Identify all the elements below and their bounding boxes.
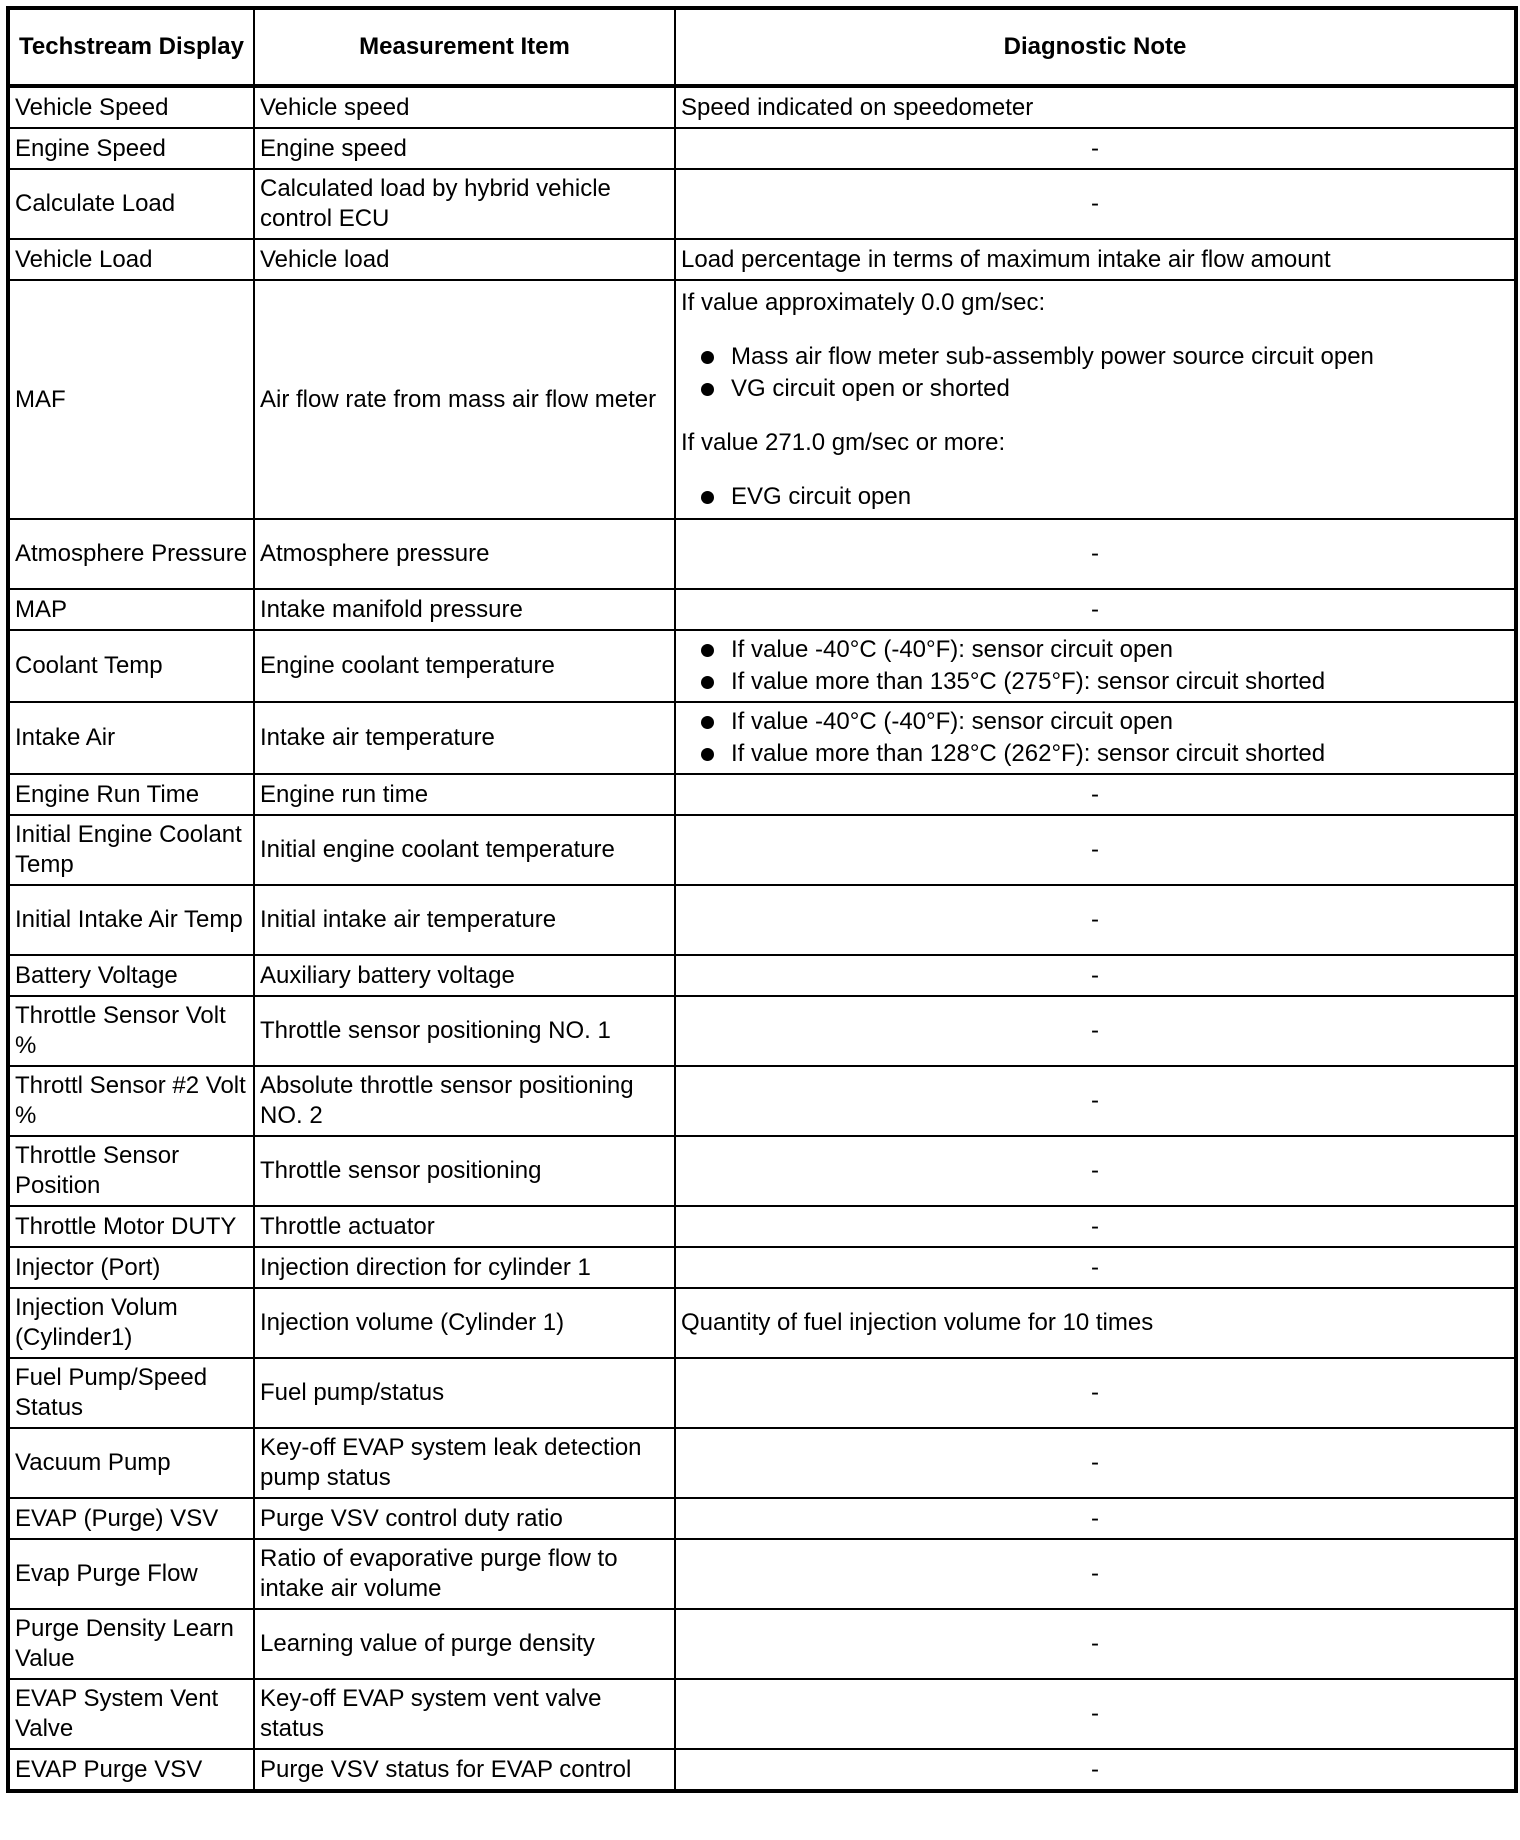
- maf-note-intro-1: If value approximately 0.0 gm/sec:: [681, 288, 1046, 316]
- table-row: [8, 955, 1516, 996]
- maf-note-block: [681, 287, 1509, 513]
- cell-display: Intake Air: [8, 702, 254, 774]
- cell-display: Vehicle Speed: [8, 86, 254, 128]
- header-row: [8, 8, 1516, 86]
- bullet-item: If value -40°C (-40°F): sensor circuit open: [681, 634, 1509, 666]
- cell-item: Engine run time: [254, 774, 675, 815]
- cell-item: Key-off EVAP system vent valve status: [254, 1679, 675, 1749]
- header-techstream-display: Techstream Display: [8, 8, 254, 86]
- bullet-item: If value -40°C (-40°F): sensor circuit open: [681, 706, 1509, 738]
- cell-note: Speed indicated on speedometer: [675, 86, 1516, 128]
- cell-display: Evap Purge Flow: [8, 1539, 254, 1609]
- cell-item: Learning value of purge density: [254, 1609, 675, 1679]
- diagnostic-table: [6, 6, 1518, 1793]
- cell-note: -: [675, 774, 1516, 815]
- coolant-note-bullets: [681, 634, 1509, 698]
- cell-display: MAP: [8, 589, 254, 630]
- cell-display: Throttl Sensor #2 Volt %: [8, 1066, 254, 1136]
- table-row-maf: [8, 280, 1516, 519]
- cell-item: Purge VSV status for EVAP control: [254, 1749, 675, 1791]
- cell-note: -: [675, 955, 1516, 996]
- cell-note: Load percentage in terms of maximum intake air flow amount: [675, 239, 1516, 280]
- table-row: [8, 1679, 1516, 1749]
- cell-note: -: [675, 1498, 1516, 1539]
- cell-item: Calculated load by hybrid vehicle control ECU: [254, 169, 675, 239]
- table-row: [8, 1066, 1516, 1136]
- cell-display: Coolant Temp: [8, 630, 254, 702]
- table-row: [8, 1539, 1516, 1609]
- cell-item: Key-off EVAP system leak detection pump status: [254, 1428, 675, 1498]
- cell-note: -: [675, 996, 1516, 1066]
- cell-note: -: [675, 1136, 1516, 1206]
- cell-note: -: [675, 1247, 1516, 1288]
- cell-display: Initial Engine Coolant Temp: [8, 815, 254, 885]
- cell-display: Vehicle Load: [8, 239, 254, 280]
- cell-display: Engine Speed: [8, 128, 254, 169]
- cell-display: EVAP System Vent Valve: [8, 1679, 254, 1749]
- table-row: [8, 86, 1516, 128]
- cell-display: Injector (Port): [8, 1247, 254, 1288]
- bullet-item: If value more than 128°C (262°F): sensor circuit shorted: [681, 738, 1509, 770]
- cell-item: Vehicle load: [254, 239, 675, 280]
- maf-note-bullets-2: [681, 481, 1509, 513]
- cell-note: -: [675, 589, 1516, 630]
- table-row: [8, 630, 1516, 702]
- cell-item: Initial intake air temperature: [254, 885, 675, 955]
- table-row: [8, 1498, 1516, 1539]
- bullet-item: EVG circuit open: [681, 481, 1509, 513]
- cell-note: -: [675, 1358, 1516, 1428]
- cell-note: [675, 280, 1516, 519]
- cell-note: -: [675, 1066, 1516, 1136]
- cell-item: Ratio of evaporative purge flow to intake air volume: [254, 1539, 675, 1609]
- bullet-item: VG circuit open or shorted: [681, 373, 1509, 405]
- table-row: [8, 128, 1516, 169]
- cell-display: Atmosphere Pressure: [8, 519, 254, 589]
- cell-display: MAF: [8, 280, 254, 519]
- cell-note: -: [675, 128, 1516, 169]
- cell-item: Intake manifold pressure: [254, 589, 675, 630]
- cell-note: -: [675, 519, 1516, 589]
- cell-note: -: [675, 169, 1516, 239]
- cell-item: Intake air temperature: [254, 702, 675, 774]
- cell-display: Purge Density Learn Value: [8, 1609, 254, 1679]
- cell-item: Throttle actuator: [254, 1206, 675, 1247]
- cell-item: Throttle sensor positioning: [254, 1136, 675, 1206]
- cell-item: Initial engine coolant temperature: [254, 815, 675, 885]
- table-row: [8, 519, 1516, 589]
- cell-display: Throttle Sensor Volt %: [8, 996, 254, 1066]
- cell-display: Injection Volum (Cylinder1): [8, 1288, 254, 1358]
- table-row: [8, 885, 1516, 955]
- cell-note: -: [675, 885, 1516, 955]
- cell-display: Fuel Pump/Speed Status: [8, 1358, 254, 1428]
- table-row: [8, 1136, 1516, 1206]
- cell-display: Initial Intake Air Temp: [8, 885, 254, 955]
- cell-note: Quantity of fuel injection volume for 10 times: [675, 1288, 1516, 1358]
- cell-display: Engine Run Time: [8, 774, 254, 815]
- table-row: [8, 1206, 1516, 1247]
- cell-item: Injection direction for cylinder 1: [254, 1247, 675, 1288]
- table-row: [8, 589, 1516, 630]
- cell-item: Absolute throttle sensor positioning NO. 2: [254, 1066, 675, 1136]
- table-row: [8, 1749, 1516, 1791]
- intake-air-note-bullets: [681, 706, 1509, 770]
- table-row: [8, 239, 1516, 280]
- diagnostic-table-sheet: [6, 6, 1514, 1793]
- cell-note: -: [675, 815, 1516, 885]
- cell-display: Throttle Sensor Position: [8, 1136, 254, 1206]
- cell-item: Purge VSV control duty ratio: [254, 1498, 675, 1539]
- table-row: [8, 169, 1516, 239]
- maf-note-intro-2: If value 271.0 gm/sec or more:: [681, 428, 1006, 456]
- table-row: [8, 1428, 1516, 1498]
- cell-display: Throttle Motor DUTY: [8, 1206, 254, 1247]
- cell-note: -: [675, 1206, 1516, 1247]
- cell-item: Vehicle speed: [254, 86, 675, 128]
- header-diagnostic-note: Diagnostic Note: [675, 8, 1516, 86]
- cell-note: [675, 702, 1516, 774]
- header-measurement-item: Measurement Item: [254, 8, 675, 86]
- table-row: [8, 1609, 1516, 1679]
- table-row: [8, 815, 1516, 885]
- cell-display: EVAP (Purge) VSV: [8, 1498, 254, 1539]
- cell-item: Engine speed: [254, 128, 675, 169]
- bullet-item: Mass air flow meter sub-assembly power source circuit open: [681, 341, 1509, 373]
- cell-item: Auxiliary battery voltage: [254, 955, 675, 996]
- cell-item: Throttle sensor positioning NO. 1: [254, 996, 675, 1066]
- cell-display: Calculate Load: [8, 169, 254, 239]
- cell-display: EVAP Purge VSV: [8, 1749, 254, 1791]
- table-row: [8, 996, 1516, 1066]
- cell-note: [675, 630, 1516, 702]
- cell-item: Atmosphere pressure: [254, 519, 675, 589]
- cell-item: Fuel pump/status: [254, 1358, 675, 1428]
- cell-item: Engine coolant temperature: [254, 630, 675, 702]
- cell-note: -: [675, 1539, 1516, 1609]
- table-row: [8, 1358, 1516, 1428]
- table-row: [8, 1288, 1516, 1358]
- cell-note: -: [675, 1428, 1516, 1498]
- cell-item: Injection volume (Cylinder 1): [254, 1288, 675, 1358]
- cell-display: Battery Voltage: [8, 955, 254, 996]
- cell-note: -: [675, 1749, 1516, 1791]
- cell-note: -: [675, 1679, 1516, 1749]
- table-row: [8, 702, 1516, 774]
- maf-note-bullets-1: [681, 341, 1509, 405]
- cell-item: Air flow rate from mass air flow meter: [254, 280, 675, 519]
- cell-display: Vacuum Pump: [8, 1428, 254, 1498]
- bullet-item: If value more than 135°C (275°F): sensor circuit shorted: [681, 666, 1509, 698]
- table-row: [8, 1247, 1516, 1288]
- table-row: [8, 774, 1516, 815]
- cell-note: -: [675, 1609, 1516, 1679]
